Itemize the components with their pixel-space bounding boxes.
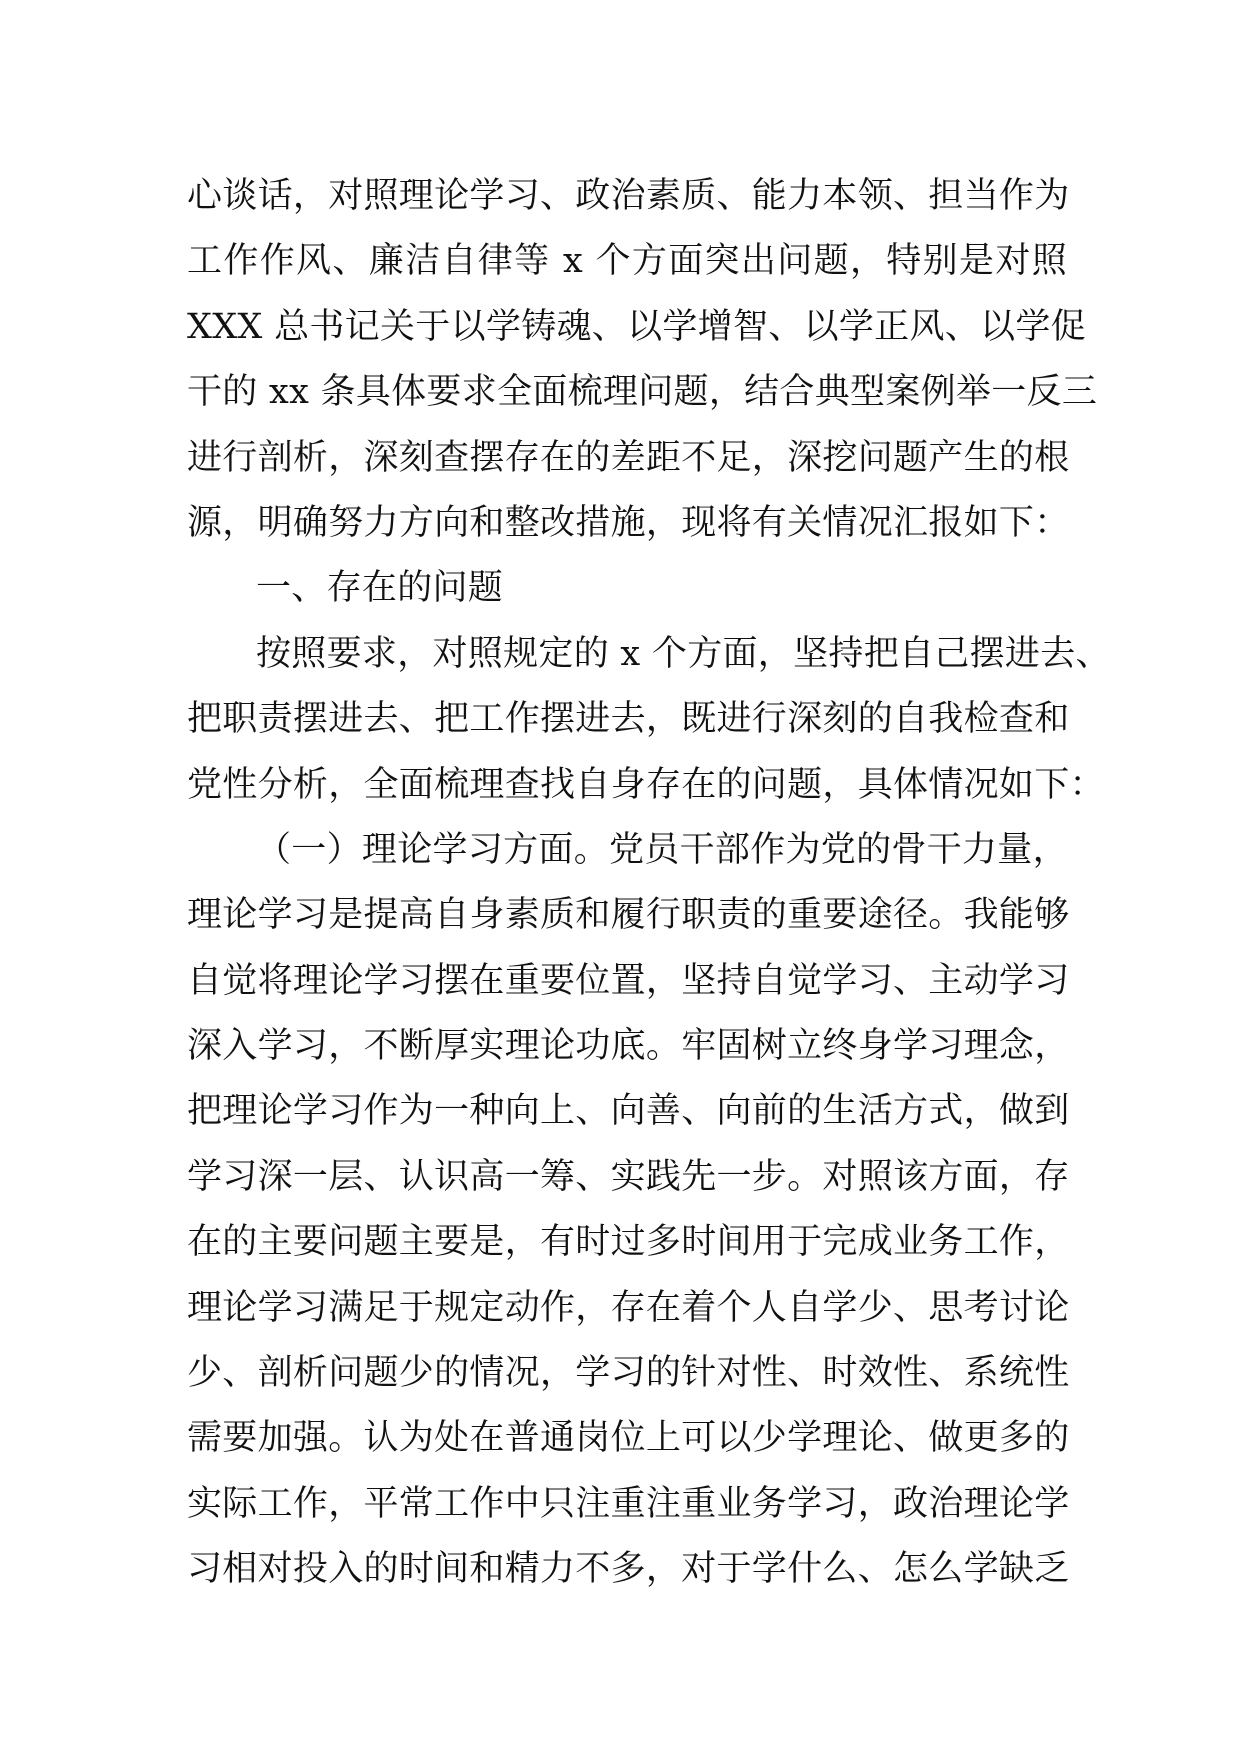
paragraph-line: 自觉将理论学习摆在重要位置，坚持自觉学习、主动学习 [187, 960, 1070, 1001]
subsection-heading-line: （一）理论学习方面。党员干部作为党的骨干力量， [256, 829, 1068, 870]
paragraph-line: 源，明确努力方向和整改措施，现将有关情况汇报如下： [187, 502, 1070, 543]
paragraph-line: 党性分析，全面梳理查找自身存在的问题，具体情况如下： [187, 764, 1105, 805]
paragraph-line: 按照要求，对照规定的 x 个方面，坚持把自己摆进去、 [256, 633, 1111, 674]
paragraph-line: 理论学习满足于规定动作，存在着个人自学少、思考讨论 [187, 1287, 1070, 1328]
section-heading: 一、存在的问题 [256, 568, 504, 609]
paragraph-line: 进行剖析，深刻查摆存在的差距不足，深挖问题产生的根 [187, 437, 1070, 478]
paragraph-line: 习相对投入的时间和精力不多，对于学什么、怎么学缺乏 [187, 1549, 1070, 1590]
paragraph-line: 工作作风、廉洁自律等 x 个方面突出问题，特别是对照 [187, 241, 1067, 282]
paragraph-line: 在的主要问题主要是，有时过多时间用于完成业务工作， [187, 1222, 1070, 1263]
paragraph-line: 把理论学习作为一种向上、向善、向前的生活方式，做到 [187, 1091, 1070, 1132]
paragraph-line: 少、剖析问题少的情况，学习的针对性、时效性、系统性 [187, 1353, 1070, 1394]
body-text [187, 164, 1111, 1603]
paragraph-line: 需要加强。认为处在普通岗位上可以少学理论、做更多的 [187, 1418, 1070, 1459]
paragraph-line: 深入学习，不断厚实理论功底。牢固树立终身学习理念， [187, 1026, 1070, 1067]
paragraph-line: 把职责摆进去、把工作摆进去，既进行深刻的自我检查和 [187, 699, 1070, 740]
paragraph-line: 心谈话，对照理论学习、政治素质、能力本领、担当作为 [187, 176, 1070, 216]
paragraph-line: XXX 总书记关于以学铸魂、以学增智、以学正风、以学促 [187, 306, 1086, 347]
paragraph-line: 实际工作，平常工作中只注重注重业务学习，政治理论学 [187, 1483, 1070, 1524]
paragraph-line: 理论学习是提高自身素质和履行职责的重要途径。我能够 [187, 895, 1070, 936]
paragraph-line: 学习深一层、认识高一筹、实践先一步。对照该方面，存 [187, 1156, 1070, 1197]
paragraph-line: 干的 xx 条具体要求全面梳理问题，结合典型案例举一反三 [187, 372, 1098, 413]
